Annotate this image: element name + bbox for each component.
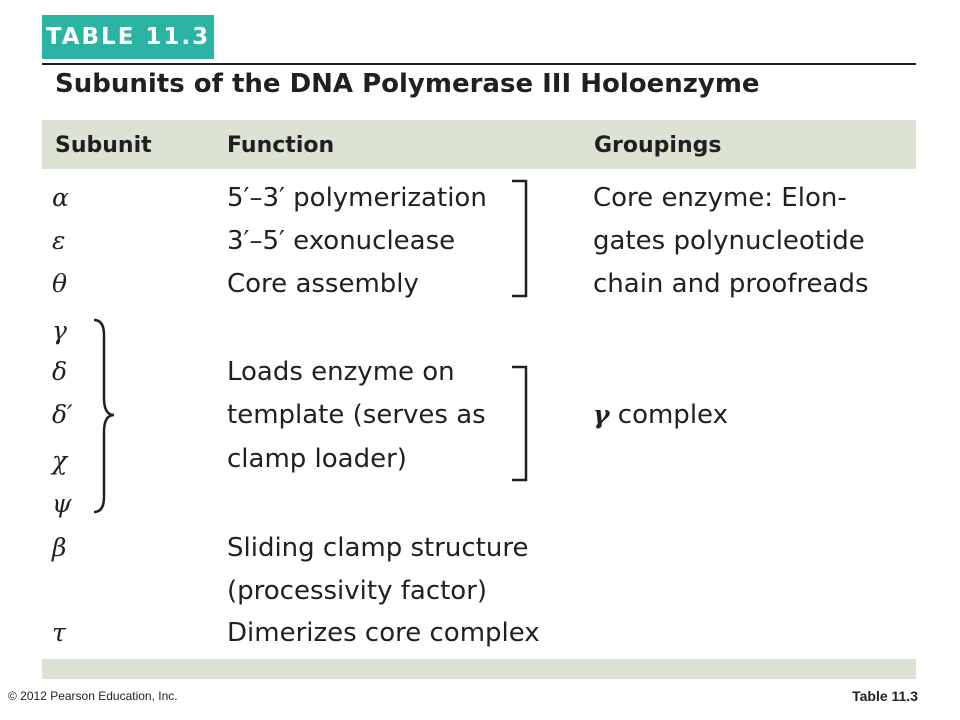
grouping-gamma-symbol: γ bbox=[593, 400, 610, 429]
grouping-core-line-2: gates polynucleotide bbox=[593, 226, 865, 256]
copyright-notice: © 2012 Pearson Education, Inc. bbox=[8, 689, 178, 703]
subunit-delta-prime: δ′ bbox=[52, 400, 73, 429]
function-tau: Dimerizes core complex bbox=[227, 618, 540, 648]
function-epsilon: 3′–5′ exonuclease bbox=[227, 226, 456, 256]
subunit-beta: β bbox=[52, 533, 67, 562]
function-clamp-loader-line-2: template (serves as bbox=[227, 400, 486, 430]
subunit-theta: θ bbox=[52, 269, 68, 298]
subunit-chi: χ bbox=[52, 446, 68, 475]
clamp-loader-bracket bbox=[512, 367, 526, 480]
function-beta-line-2: (processivity factor) bbox=[227, 576, 488, 606]
header-groupings: Groupings bbox=[594, 133, 722, 158]
subunit-alpha: α bbox=[52, 183, 69, 212]
core-bracket bbox=[512, 181, 526, 296]
table-badge: TABLE 11.3 bbox=[42, 15, 214, 59]
table-footer-band bbox=[42, 659, 916, 679]
grouping-core-line-1: Core enzyme: Elon- bbox=[593, 183, 847, 213]
table-caption: Table 11.3 bbox=[852, 688, 918, 704]
function-clamp-loader-line-1: Loads enzyme on bbox=[227, 357, 455, 387]
subunit-tau: τ bbox=[52, 618, 66, 647]
function-clamp-loader-line-3: clamp loader) bbox=[227, 444, 407, 474]
gamma-complex-brace bbox=[94, 320, 114, 512]
table-title: Subunits of the DNA Polymerase III Holoenzyme bbox=[55, 69, 760, 99]
function-theta: Core assembly bbox=[227, 269, 419, 299]
subunit-psi: ψ bbox=[52, 489, 72, 518]
subunit-gamma: γ bbox=[52, 316, 67, 345]
function-alpha: 5′–3′ polymerization bbox=[227, 183, 487, 213]
grouping-core-line-3: chain and proofreads bbox=[593, 269, 869, 299]
subunit-delta: δ bbox=[52, 357, 68, 386]
header-function: Function bbox=[227, 133, 335, 158]
function-beta-line-1: Sliding clamp structure bbox=[227, 533, 529, 563]
header-subunit: Subunit bbox=[55, 133, 152, 158]
grouping-gamma-label: complex bbox=[609, 400, 728, 430]
subunit-epsilon: ε bbox=[52, 226, 66, 255]
